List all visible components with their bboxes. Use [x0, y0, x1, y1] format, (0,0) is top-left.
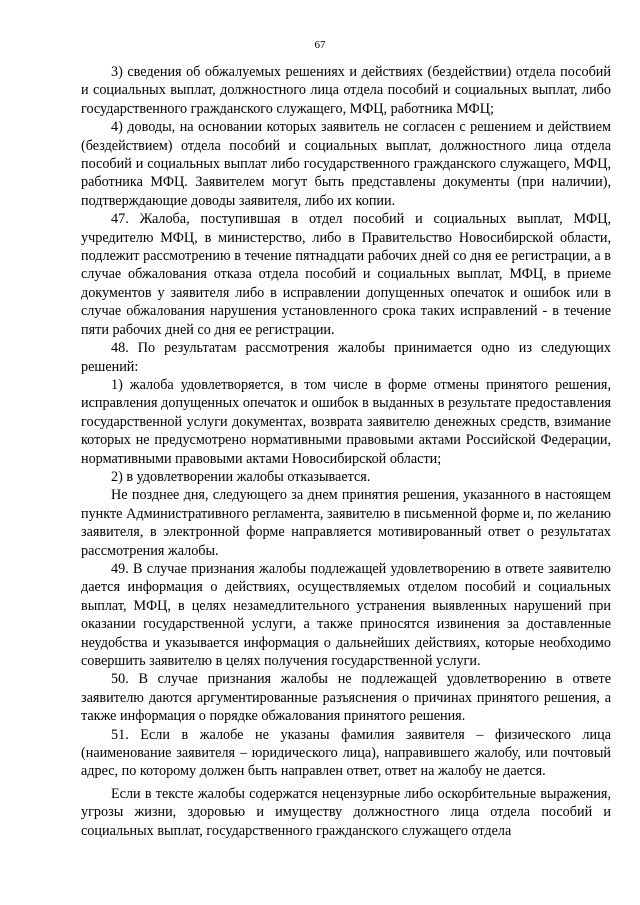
paragraph-clause-47: 47. Жалоба, поступившая в отдел пособий и социальных выплат, МФЦ, учредителю МФЦ, в министерство, либо в Правительство Новосибирской области, подлежит рассмотрению в течение пятнадцати рабочих дней со дня ее регистрации, а в случае обжалования отказа отдела пособий и социальных выплат, МФЦ, в приеме документов у заявителя либо в исправлении допущенных опечаток и ошибок или в случае обжалования нарушения установленного срока таких исправлений - в течение пяти рабочих дней со дня ее регистрации.	[81, 211, 611, 338]
page-number: 67	[314, 39, 326, 51]
paragraph-clause-49: 49. В случае признания жалобы подлежащей удовлетворению в ответе заявителю дается информация о действиях, осуществляемых отделом пособий и социальных выплат, МФЦ, в целях незамедлительного устранения выявленных нарушений при оказании государственной услуги, а также приносятся извинения за доставленные неудобства и указывается информация о дальнейших действиях, которые необходимо совершить заявителю в целях получения государственной услуги.	[81, 560, 611, 669]
paragraph-offensive-content: Если в тексте жалобы содержатся нецензурные либо оскорбительные выражения, угрозы жизни, здоровью и имуществу должностного лица отдела пособий и социальных выплат, государственного гражданского служащего отдела	[81, 785, 611, 839]
document-body	[81, 63, 611, 840]
paragraph-decision-1: 1) жалоба удовлетворяется, в том числе в форме отмены принятого решения, исправления допущенных опечаток и ошибок в выданных в результате предоставления государственной услуги документах, возврата заявителю денежных средств, взимание которых не предусмотрено нормативными правовыми актами Российской Федерации, нормативными правовыми актами Новосибирской области;	[81, 376, 611, 467]
paragraph-clause-50: 50. В случае признания жалобы не подлежащей удовлетворению в ответе заявителю даются аргументированные разъяснения о причинах принятого решения, а также информация о порядке обжалования принятого решения.	[81, 671, 611, 725]
paragraph-response-deadline: Не позднее дня, следующего за днем принятия решения, указанного в настоящем пункте Административного регламента, заявителю в письменной форме и, по желанию заявителя, в электронной форме направляется мотивированный ответ о результатах рассмотрения жалобы.	[81, 487, 611, 559]
paragraph-item-3: 3) сведения об обжалуемых решениях и действиях (бездействии) отдела пособий и социальных выплат, должностного лица отдела пособий и социальных выплат, либо государственного гражданского служащего, МФЦ, работника МФЦ;	[81, 64, 611, 117]
paragraph-clause-51: 51. Если в жалобе не указаны фамилия заявителя – физического лица (наименование заявителя – юридического лица), направившего жалобу, или почтовый адрес, по которому должен быть направлен ответ, ответ на жалобу не дается.	[81, 726, 611, 780]
paragraph-item-4: 4) доводы, на основании которых заявитель не согласен с решением и действием (бездействием) отдела пособий и социальных выплат, должностного лица отдела пособий и социальных выплат либо государственного гражданского служащего, МФЦ, работника МФЦ. Заявителем могут быть представлены документы (при наличии), подтверждающие доводы заявителя, либо их копии.	[81, 119, 611, 209]
paragraph-decision-2: 2) в удовлетворении жалобы отказывается.	[111, 468, 371, 485]
paragraph-clause-48: 48. По результатам рассмотрения жалобы принимается одно из следующих решений:	[81, 340, 611, 375]
